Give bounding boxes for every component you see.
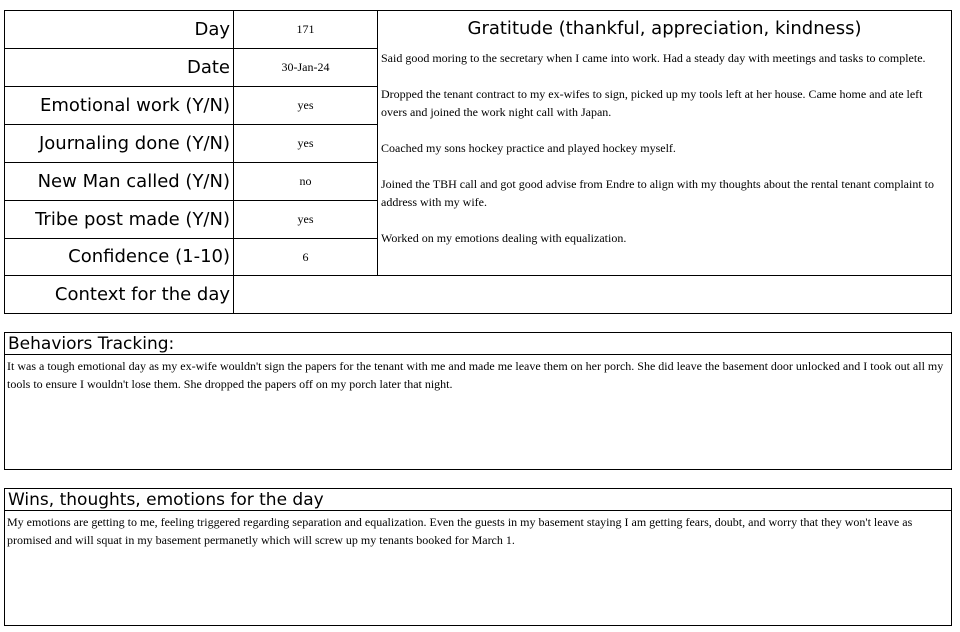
- behaviors-text: It was a tough emotional day as my ex-wife wouldn't sign the papers for the tenant with me and made me leave them on her porch. She did leave the basement door unlocked and I took out all my tools to ensure I wouldn't lose them. She dropped the papers off on my porch later that night.: [7, 359, 944, 391]
- daily-tracker-table: [4, 10, 952, 314]
- emotional-work-label: Emotional work (Y/N): [5, 87, 234, 124]
- day-value: 171: [234, 11, 378, 48]
- journaling-done-value: yes: [234, 125, 378, 162]
- day-label: Day: [5, 11, 234, 48]
- gratitude-entry: Coached my sons hockey practice and played hockey myself.: [381, 141, 676, 155]
- wins-section: [4, 488, 952, 626]
- confidence-label: Confidence (1-10): [5, 239, 234, 275]
- behaviors-title: Behaviors Tracking:: [5, 333, 951, 355]
- gratitude-entries: [381, 49, 949, 265]
- wins-title: Wins, thoughts, emotions for the day: [5, 489, 951, 511]
- wins-text: My emotions are getting to me, feeling triggered regarding separation and equalization. Even the guests in my basement staying I am getting fears, doubt, and worry that they won't leave as promised and will squat in my basement permanetly which will screw up my tenants booked for March 1.: [7, 515, 913, 547]
- tribe-post-made-label: Tribe post made (Y/N): [5, 201, 234, 238]
- gratitude-entry: Dropped the tenant contract to my ex-wifes to sign, picked up my tools left at her house. Came home and ate left overs and joined the work night call with Japan.: [381, 87, 923, 119]
- confidence-value: 6: [234, 239, 378, 275]
- context-label: Context for the day: [5, 276, 234, 313]
- date-label: Date: [5, 49, 234, 86]
- behaviors-section: [4, 332, 952, 470]
- tribe-post-made-value: yes: [234, 201, 378, 238]
- gratitude-entry: Joined the TBH call and got good advise from Endre to align with my thoughts about the rental tenant complaint to address with my wife.: [381, 177, 935, 209]
- journaling-done-label: Journaling done (Y/N): [5, 125, 234, 162]
- gratitude-entry: Said good moring to the secretary when I came into work. Had a steady day with meetings and tasks to complete.: [381, 51, 926, 65]
- date-value: 30-Jan-24: [234, 49, 378, 86]
- gratitude-header: Gratitude (thankful, appreciation, kindness): [467, 18, 862, 39]
- emotional-work-value: yes: [234, 87, 378, 124]
- new-man-called-label: New Man called (Y/N): [5, 163, 234, 200]
- gratitude-entry: Worked on my emotions dealing with equalization.: [381, 231, 627, 245]
- new-man-called-value: no: [234, 163, 378, 200]
